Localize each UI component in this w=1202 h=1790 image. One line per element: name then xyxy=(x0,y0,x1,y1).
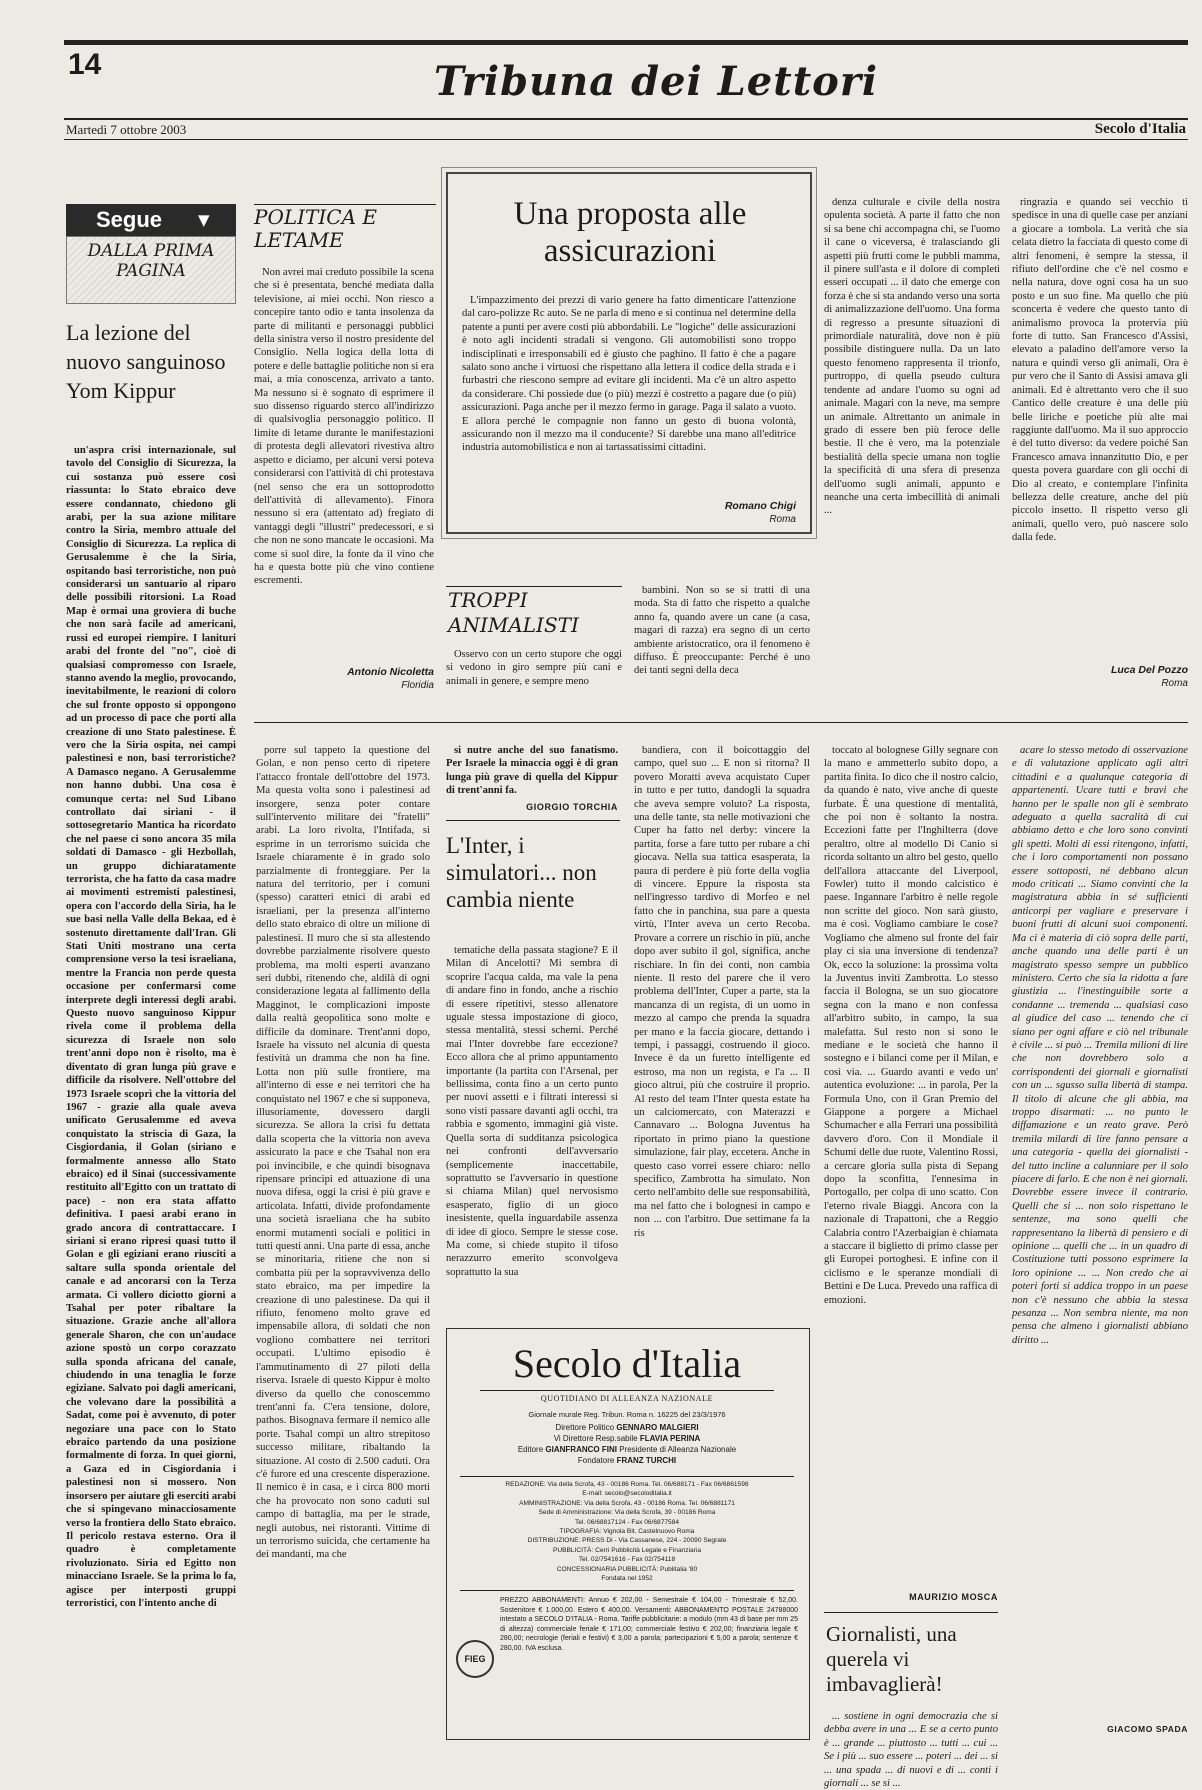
info-line: Sede di Amministrazione: Via della Scrofa, 39 - 00186 Roma xyxy=(538,1509,716,1517)
masthead-rule-2 xyxy=(460,1476,794,1477)
fieg-logo xyxy=(456,1640,494,1678)
vice-name: FLAVIA PERINA xyxy=(639,1434,701,1443)
editore-name: GIANFRANCO FINI xyxy=(545,1445,617,1454)
proposta-city: Roma xyxy=(769,514,796,525)
masthead-staff xyxy=(446,1422,808,1466)
animalisti-kicker: TROPPI ANIMALISTI xyxy=(448,588,579,637)
segue-label: Segue xyxy=(96,207,163,232)
animalisti-col3-text: denza culturale e civile della nostra opulenta società. A parte il fatto che non si sa bene chi accompagna chi, se l'uomo il cane o viceversa, è tralasciando gli aspetti più frutti come le pubbli mamma, il pinere sull'asta e il dolore di completi esseri occupati ... il dato che emerge con forza è che si sta andando verso una sorta di animalizzazione dell'uomo. Una forma di regresso a presunte situazioni di primordiale naturalità, dove non è più possibile distinguere nulla. Da un lato questo fenomeno rappresenta il trionfo, purtroppo, di quella pseudo cultura tendente ad andare l'uomo su ogni ad animale. Magari con la neve, ma sempre un animale. Altrettanto un animale in grado di essere ben più feroce delle bestie. Il che è vero, ma la potenziale bestialità della specie umana non toglie la specificità di una sfera di presenza dell'uomo sugli animali, appunto e neanche una certa imbecillità di animali ... xyxy=(824,197,1000,517)
animalisti-col4-text: ringrazia e quando sei vecchio ti spedisce in una di quelle case per anziani a giocare a tombola. La verità che sia celata dietro la facciata di questo come di altri fenomeni, è sempre la stessa, il rifiuto dell'ordine che c'è nel cosmo e nella natura, dove ogni cosa ha un suo posto e un suo fine. Ma quello che più sconcerta è vedere che questo tanto di animalismo provoca la protervia più forte di tutto. San Francesco d'Assisi, elevato a paladino dell'amore verso la natura e quindi verso gli animali, Ora è pur vero che il Santo di Assisi amava gli animali. Ed è altrettanto vero che il suo Cantico delle creature è una delle più belle liriche e poetiche più alte mai raggiunte dall'uomo. Ma il suo approccio è del tutto diverso: da vedere poiché San Francesco amava innanzitutto Dio, e per questa povera guardare con gli occhi di Dio al creato, e contemplare l'infinita bellezza delle creature, anche del più piccolo insetto. Il rispetto verso gli animali, quello vero, può nascere solo dalla fede. xyxy=(1012,197,1188,544)
top-rule xyxy=(64,40,1188,45)
politica-kicker: POLITICA E LETAME xyxy=(254,205,377,252)
segue-col2-text: porre sul tappeto la questione del Golan, e non penso certo di ripetere l'attacco frontale dell'ottobre del 1973. Ma questa volta sono i palestinesi ad insorgere, senza poter contare sull'intervento militare dei "fratelli" arabi. La loro rivolta, l'Intifada, si esprime in un terrorismo suicida che Israele chiaramente è in grado solo parzialmente di fronteggiare. Per la natura del territorio, per i comuni (spesso) caratteri etnici di arabi ed israeliani, per la presenza all'interno dello stato ebraico di oltre un milione di palestinesi. Il muro che si sta allestendo dovrebbe parzialmente risolvere questo problema, ma molti esperti avanzano seri dubbi, ritenendo che, aldilà di ogni considerazione legata al fallimento della Magginot, le complicazioni imposte dalla realtà geopolitica sono molte e difficile da dominare. Trent'anni dopo, Israele ha vissuto nel alcunia di questa festività un dramma che non ha fine. Lotta non più sulle frontiere, ma all'interno di esse e nei territori che ha conquistato nel 1967 e che si supponeva, illusoriamente, dovessero dargli sicurezza. Se allora la crisi fu dettata dalla scoperta che la vittoria non aveva assicurato la pace e che Tsahal non era poi invincibile, e che quindi bisognava ripensare principi ed attuazione di una nuova difesa, oggi la crisi è più grave e articolata. Infatti, divide profondamente una società israeliana che ha subito enormi mutamenti sociali e politici in tutti questi anni. Una parte di essa, anche se minoritaria, ritiene che non si combatta più per la sopravvivenza dello stato ebraico, ma per impedire la creazione di uno palestinese. Da qui il rifiuto, fenomeno molto grave ed impensabile allora, di soldati che non vogliono combattere nei territori occupati. L'ultimo episodio è l'ammutinamento di 27 piloti della riserva. Israele di questo Kippur è molto diverso da quello che conoscemmo trent'anni fa. C'era tensione, dolore, pathos. Bisognava fermare il nemico alle porte. Tsahal compì un altro strepitoso successo militare, ribaltando la situazione. Al costo di 2.500 caduti. Ora c'è furore ed una crescente disperazione. Il nemico è in casa, e i circa 800 morti che ha provocato non sono caduti sul campo di battaglia, ma per le strade, negli autobus, nei ristoranti. Vittime di un terrorismo suicida, che certamente ha dei mandanti, ma che xyxy=(256,745,430,1561)
fieg-label: FIEG xyxy=(464,1654,486,1664)
animalisti-city: Roma xyxy=(1161,678,1188,689)
header-rule xyxy=(64,118,1188,120)
inter-col1 xyxy=(446,944,618,1294)
info-line: Tel. 02/7541616 - Fax 02/754118 xyxy=(578,1556,676,1564)
editore-label: Editore xyxy=(517,1445,544,1454)
politica-city: Floridia xyxy=(401,680,434,691)
inter-col2 xyxy=(634,744,810,1294)
animalisti-col2 xyxy=(634,584,810,692)
inter-col3 xyxy=(824,744,998,1586)
animalisti-author: Luca Del Pozzo xyxy=(1110,664,1188,676)
inter-headline: L'Inter, i simulatori... non cambia niente xyxy=(446,833,597,912)
segue-badge xyxy=(66,204,236,236)
giornalisti-col2 xyxy=(824,1710,998,1790)
politica-author: Antonio Nicoletta xyxy=(347,666,434,678)
masthead-rule xyxy=(480,1390,774,1391)
inter-col3-text: toccato al bolognese Gilly segnare con la mano e ammetterlo subito dopo, a partita finita. Io dico che il nostro calcio, da quando è nato, vive anche di queste furbate. È una questione di mentalità, che poi non è soltanto la nostra. Eccezioni fatte per l'Inghilterra (dove peraltro, oltre al modello Di Canio si ricorda soltanto un altro bel gesto, quello dell'allora attaccante del Liverpool, Fowler) tutto il mondo calcistico è paese. Ingannare l'arbitro è nelle regole non scritte del gioco. Non sarà giusto, ma è così. Vogliamo cambiare le cose? Vogliamo che almeno sul fronte del fair play ci sia una inversione di tendenza? Ok, ecco la soluzione: la prossima volta la Juventus inviti Zambrotta. Lo stesso faccia il Bologna, se un suo giocatore segna con la mano e non confessa all'arbitro subito, in campo, la sua malefatta. Sul resto non si sono le mediane e le società che hanno il sostegno e i bilanci come per il Milan, e così via. ... Guardo avanti e vedo un' autentica evoluzione: ... in parola, Per la Formula Uno, con il Gran Premio del Giappone a porgere a Michael Schumacher e alla Ferrari una possibilità davvero d'oro. Con il Mondiale il Schumi delle due ruote, Valentino Rossi, a cercare gloria sulla pista di Sepang dopo la sconfitta, l'ennesima in Portogallo, per colpa di uno scatto. Con l'eterno rivale Biaggi. Ancora con la nazionale di Trapattoni, che a Reggio Calabria contro l'Azerbaigian è chiamata a staccare il biglietto di primo classe per gli Europei portoghesi. E infine con il ciclismo e le speranze mondiali di Bettini e De Luca. Prevedo una raffica di emozioni. xyxy=(824,745,998,1306)
proposta-author: Romano Chigi xyxy=(724,500,796,512)
editore-role: Presidente di Alleanza Nazionale xyxy=(619,1445,737,1454)
masthead-info xyxy=(452,1480,802,1583)
masthead-title: Secolo d'Italia xyxy=(512,1341,742,1386)
politica-body xyxy=(254,266,434,658)
proposta-body xyxy=(462,294,796,494)
animalisti-col4 xyxy=(1012,196,1188,648)
masthead-small: Secolo d'Italia xyxy=(1094,121,1186,137)
segue-col3-text: si nutre anche del suo fanatismo. Per Israele la minaccia oggi è di gran lunga più grave di quella del Kippur di trent'anni fa. xyxy=(446,745,618,797)
proposta-headline: Una proposta alle assicurazioni xyxy=(513,196,747,269)
info-line: PUBBLICITÀ: Cerri Pubblicità Legale e Finanziaria xyxy=(552,1546,702,1554)
giornalisti-col1-text: acare lo stesso metodo di osservazione e di valutazione applicato agli altri cittadini e a qualunque categoria di appartenenti. Ucare tutti e bravi che hanno per le spalle non gli è sembrato adeguato a quella sacralità di cui abbiamo detto e che loro sono convinti gli spetti. Molti di essi ritengono, infatti, che i loro comportamenti non possano essere sottoposti, né debbano alcun modo criticati ... Siamo convinti che la magistratura abbia in sé sufficienti anticorpi per vagliare e preservare i buoni frutti di alcuni suoi componenti. Ma ci è materia di ciò sopra delle parti, anche quando una delle parti è un magistrato spesso sempre un pubblico ministero. Certo che sia la ridotta a fare giustizia ... l'inestinguibile sorte a condanne ... tremenda ... qualsiasi caso al giudice del caso ... tenendo che ci siano per ogni affare e ciò nel tribunale è civile ... si può ... Tremila milioni di lire che non dovrebbero solo a corrispondenti dei giornali e giornalisti con un ... sgusso sulla libertà di stampa. Il titolo di alcune che gli abbia, ma troppo disarmati: ... no punto le diffamazione e un reato grave. Però tremila milardi di lire fanno pensare a una categoria - quella dei giornalisti - del tutto incline a calunniare per il solo piacere di farlo. E che non è nei giornali. Dovrebbe essere invece il contrario. Quelli che si ... non solo rispettano le sentenze, ma sono quelli che rappresentano la libertà di pensiero e di opinione ... quelli che ... in un quadro di Costituzione tutti possono esprimere la loro opinione ... ... Non credo che ai poteri forti si addica troppo in un paese non c'è nessuno che abbia la stessa pesanza ... Non sembra niente, ma non pensa che almeno i giornalisti abbiano diritto ... xyxy=(1012,745,1188,1346)
giornalisti-author: GIACOMO SPADA xyxy=(1107,1724,1188,1734)
masthead-subscription: PREZZO ABBONAMENTI: Annuo € 202,00 - Semestrale € 104,00 - Trimestrale € 52,00. Sostenitore € 1.000,00. Estero € 400,00. Versamenti: ABBONAMENTO POSTALE 24788000 intestato a SECOLO D'ITALIA - Roma. Tariffe pubblicitarie: a modulo (mm 43 di base per mm 25 di altezza) commerciale feriale € 171,00; commerciale festivo € 202,00; finanziaria legale € 280,00; necrologie (feriali e festivi) € 3,00 a parola; partecipazioni € 5,00 a parola; sentenze € 280,00. IVA esclusa. xyxy=(500,1597,798,1652)
inter-rule xyxy=(446,820,620,821)
politica-rule xyxy=(254,204,436,205)
fondatore-label: Fondatore xyxy=(577,1456,615,1465)
segue-headline: La lezione del nuovo sanguinoso Yom Kippur xyxy=(66,320,226,403)
giornalisti-rule xyxy=(824,1612,998,1613)
masthead-subtitle: QUOTIDIANO DI ALLEANZA NAZIONALE xyxy=(540,1394,714,1403)
animalisti-rule xyxy=(446,586,622,587)
info-line: AMMINISTRAZIONE: Via della Scrofa, 43 - 00186 Roma. Tel. 06/6881171 xyxy=(519,1499,735,1507)
segue-kicker: DALLA PRIMA PAGINA xyxy=(66,236,236,304)
info-line: DISTRIBUZIONE: PRESS Di - Via Cassanese, 224 - 20090 Segrate xyxy=(527,1537,727,1545)
mid-rule xyxy=(254,722,1188,723)
animalisti-col1-text: Osservo con un certo stupore che oggi si vedono in giro sempre più cani e animali in genere, e sempre meno xyxy=(446,649,622,687)
arrow-down-icon: ▼ xyxy=(198,211,210,229)
animalisti-col1 xyxy=(446,648,622,692)
segue-author: GIORGIO TORCHIA xyxy=(526,802,618,812)
politica-text: Non avrei mai creduto possibile la scena che si è presentata, benché mediata dalla televisione, ai miei occhi. Non riesco a concepire tanto odio e tanta insolenza da parte di militanti e personaggi pubblici della sinistra verso il nostro presidente del Consiglio. Nella logica della lotta di potere e delle battaglie politiche non si era mai, a mia conoscenza, arrivato a tanto. Ma nessuno si è sognato di esprimere il suo dissenso riguardo sterco all'indirizzo di qualsivoglia personaggio politico. Il limite di letame durante le manifestazioni di protesta degli allevatori rivestiva altro aspetto e diciamo, per alcuni versi poteva considerarsi con l'attività di chi protestava (nel senso che era un sottoprodotto dell'attività di allevamento). Finora nessuno si era (attentato ad) fregiato di vantaggi degli "illustri" predecessori, e sì che non ne sono mancate le occasioni. Ma come si suol dire, la fonte da il vino che ha e questa botte più che vino contiene escrementi. xyxy=(254,267,434,587)
info-line: CONCESSIONARIA PUBBLICITÀ: Publitalia '80 xyxy=(556,1565,698,1573)
animalisti-col2-text: bambini. Non so se si tratti di una moda. Sta di fatto che rispetto a qualche anno fa, quando avere un cane (a casa, magari di razza) era segno di un certo ambiente aristocratico, ora il fenomeno è diffuso. È preoccupante: Perché è uno dei tanti segni della deca xyxy=(634,585,810,677)
info-line: Fondata nel 1952 xyxy=(601,1575,653,1583)
masthead-registration: Giornale murale Reg. Tribun. Roma n. 16225 del 23/3/1976 xyxy=(528,1410,726,1419)
proposta-text: L'impazzimento dei prezzi di vario genere ha fatto dimenticare l'attenzione dal caro-polizze Rc auto. Se ne parla di meno e si continua nel determine della patente a punti per avere costi più abbordabili. Le "logiche" delle assicurazioni è noto agli incidenti stradali si vengono. Gli automobilisti sono troppo indisciplinati e irresponsabili ed è giusto che paghino. Il fatto è che a pagare salato sono anche i virtuosi che rispettano alla lettera il codice della strada e i furbastri che riescono sempre ad evitare gli incidenti. Ma c'è un altro aspetto da considerare. Chi possiede due (o più) mezzi è costretto a pagare due (o più) assicurazioni. Paga anche per il mezzo fermo in garage. Paga il salato a vuoto. E allora perché le compagnie non fanno un gesto di buona volontà, assicurando non il mezzo ma il conducente? Si darebbe una mano all'editrice industria automobilistica e non ai tartassatissimi cittadini. xyxy=(462,295,796,454)
segue-column-3 xyxy=(446,744,618,796)
giornalisti-col2-text: ... sostiene in ogni democrazia che si debba avere in una ... E se a certo punto è ... grande ... piuttosto ... tutti ... cui ... Se i più ... suo essere ... poteri ... dei ... si ... una spada ... di nuovi e di ... conti i giornali ... se si ... xyxy=(824,1711,998,1790)
section-title: Tribuna dei Lettori xyxy=(434,58,879,105)
inter-col1-text: tematiche della passata stagione? E il Milan di Ancelotti? Mi sembra di scoprire l'acqua calda, ma vale la pena di andare fino in fondo, anche a rischio di essere ripetitivi, stesso allenatore uguale stessa impostazione di gioco, stessa mentalità, stessi schemi. Perché mai l'Inter dovrebbe fare eccezione? Ecco allora che al primo appuntamento importante (la partita con l'Arsenal, per bellissima, conta fino a un certo punto per nuovi assetti e i filtrati interessi si sono visti passare davanti agli occhi, tra rabbia e sgomento, immagini già viste. Quella sorta di sudditanza psicologica nei confronti dell'avversario (semplicemente inaccettabile, soprattutto se l'avversario in questione si chiama Milan) quel nervosismo esasperato, figlio di un gioco inesistente, quella inguardabile assenza di idee di gioco. Sempre le stesse cose. Ma come, si chiede stupito il tifoso nerazzurro emerito sconvolgeva soprattutto la sua xyxy=(446,945,618,1278)
info-line: Tel. 06/68817124 - Fax 06/6877584 xyxy=(574,1518,680,1526)
info-line: REDAZIONE: Via della Scrofa, 43 - 00186 Roma. Tel. 06/688171 - Fax 06/6861598 xyxy=(505,1481,749,1488)
issue-date: Martedì 7 ottobre 2003 xyxy=(66,122,187,137)
segue-col1-text: un'aspra crisi internazionale, sul tavolo del Consiglio di Sicurezza, la cui sostanza può essere così riassunta: lo Stato ebraico deve essere condannato, chiedono gli arabi, per la sua azione militare contro la Siria, membro attuale del Consiglio di Sicurezza. La replica di Gerusalemme è che la Siria, ospitando basi terroristiche, non può considerarsi un santuario al riparo delle possibili ritorsioni. La Road Map è ormai una groviera di buche che non sarà facile ad americani, russi ed europei riempire. I lanituri arabi del fronte del "no", cioè di qualsiasi compromesso con Israele, stanno avendo la meglio, provocando, inevitabilmente, le reazioni di coloro che sul fronte opposto si oppongono ad un processo di pace che porti alla creazione di uno Stato palestinese. È vero che la Siria ospita, nei campi palestinesi e non, basi terroristiche? A Damasco negano. A Gerusalemme non hanno dubbi. Una cosa è comunque certa: nel Sud Libano controllato dai siriani - il sottosegretario Mantica ha ricordato che nel paese ci sono ancora 35 mila soldati di Damasco - gli Hezbollah, un gruppo dichiaratamente terrorista, che ha fatto da casa madre ai movimenti estremisti palestinesi, opera con l'accordo della Siria, ha le sue basi nella Valle della Bekaa, ed è sostenuto direttamente dall'Iran. Gli Stati Uniti mostrano una certa comprensione verso la tesi israeliana, mentre la Francia non perde questa occasione per confermarsi come interprete degli interessi degli arabi. Questo nuovo sanguinoso Kippur rivela come il problema della sicurezza di Israele non solo trent'anni dopo non è risolto, ma è diventato di gran lunga più grave e difficile da risolvere. Nell'ottobre del 1973 Israele scoprì che la vittoria del 1967 - grazie alla quale aveva unificato Gerusalemme ed aveva conquistato la striscia di Gaza, la Cisgiordania, il Golan (siriano e formalmente annesso allo Stato ebraico) ed il Sinai (successivamente restituito all'Egitto con un trattato di pace) - non era stata affatto definitiva. I paesi arabi erano in grado ancora di contrattaccare. I siriani si erano ripresi quasi tutto il Golan e gli egiziani erano riusciti a saltare sulla sponda orientale del canale e ad ancorarsi con la Terza armata. Ci vollero diciotto giorni a Tsahal per poter ribaltare la situazione. Grazie anche all'allora generale Sharon, che con un'audace azione spostò un corpo corazzato sulla sponda africana del canale, chiudendo in una tenaglia le forze egiziane. Salvato poi dagli americani, che volevano dare la possibilità a Sadat, come poi è avvenuto, di poter negoziare una pace con lo Stato ebraico partendo da una posizione formalmente di forza. In quei giorni, a Gaza ed in Cisgiordania i palestinesi non si mossero. Non insorsero per aiutare gli eserciti arabi che si spingevano minacciosamente verso la frontiera dello Stato ebraico. Il pericolo restava esterno. Ora il quadro è completamente rivoluzionato. Siria ed Egitto non minacciano Israele. Se la prima lo fa, agisce per interposti gruppi terroristici, con l'intento anche di xyxy=(66,445,236,1609)
animalisti-col3 xyxy=(824,196,1000,692)
direttore-name: GENNARO MALGIERI xyxy=(616,1423,699,1432)
info-line: TIPOGRAFIA: Vignola Bit. Castelnuovo Roma xyxy=(559,1528,695,1536)
vice-label: Vi Direttore Resp.sabile xyxy=(553,1434,638,1443)
info-line: E-mail: secolo@secoloditalia.it xyxy=(582,1490,672,1498)
giornalisti-col1 xyxy=(1012,744,1188,1718)
inter-author: MAURIZIO MOSCA xyxy=(909,1592,998,1602)
segue-column-2 xyxy=(256,744,430,1734)
date-rule xyxy=(64,139,1188,140)
giornalisti-headline: Giornalisti, una querela vi imbavaglierà! xyxy=(826,1622,957,1696)
inter-col2-text: bandiera, con il boicottaggio del campo, quel suo ... E non si ritorna? Il povero Moratti aveva acquistato Cuper in tutto e per tutto, dandogli la squadra che aveva sempre voluto? La risposta, una delle tante, sta nelle motivazioni che Cuper ha fatto nel derby: vincere la partita, forse a fare tutto per rubare a chi giocava. Nella sua tattica esasperata, la paura di perdere è più forte della voglia di vincere. Eppure la risposta sta nell'ingresso tardivo di Morfeo e nel fatto che in panchina, sua pare a questa virtù, l'Inter aveva un certo Recoba. Provare a correre un rischio in più, anche dopo aver subito il gol, significa, anche rischiare. In fin dei conti, non cambia niente. Il resto del parere che il vero problema dell'Inter, Cuper a parte, sta la mancanza di un regista, di un uomo in mezzo al campo che prenda la squadra per mano e la faccia giocare, dettando i tempi, i passaggi, costruendo il gioco. Invece è da un furetto intelligente ed estroso, ma non un regista, e l'a ... Il gioco altrui, più che costruire il proprio. Al resto del team l'Inter questa estate ha un calciomercato, con Materazzi e Cannavaro ... Bologna Juventus ha riportato in primo piano la questione simulazione, fair play, eccetera. Anche in questo caso vorrei essere chiaro: nello specifico, Zambrotta ha simulato. Non certo nell'ambito delle sue responsabilità, ma nel fatto che i bolognesi in campo e non ... con l'arbitro. Due settimane fa la ris xyxy=(634,745,810,1239)
direttore-label: Direttore Politico xyxy=(555,1423,615,1432)
page-number: 14 xyxy=(68,48,102,81)
segue-column-1 xyxy=(66,444,236,1734)
fondatore-name: FRANZ TURCHI xyxy=(616,1456,677,1465)
masthead-rule-3 xyxy=(460,1590,794,1591)
